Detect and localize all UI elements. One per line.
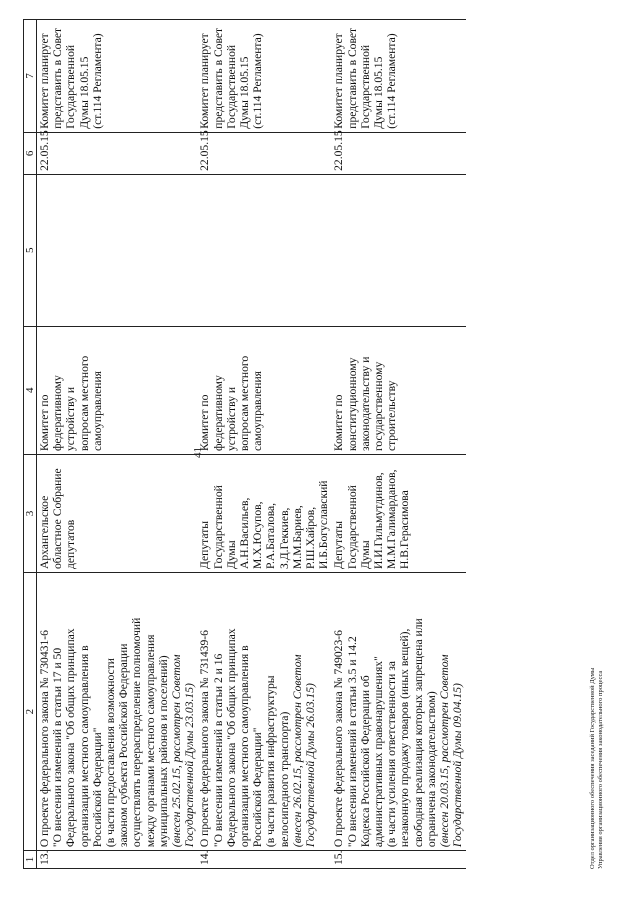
row-number: 13. xyxy=(37,851,198,869)
bill-note-line: (внесен 20.03.15, рассмотрен Советом xyxy=(438,654,452,848)
row-number: 14. xyxy=(197,851,331,869)
committee-line: устройству и xyxy=(64,386,78,452)
header-col-6: 6 xyxy=(24,132,37,174)
note-line: Государственной xyxy=(358,44,372,129)
column-5-cell xyxy=(37,174,198,326)
date-cell: 22.05.15 xyxy=(37,132,198,174)
author-line: Н.В.Герасимова xyxy=(398,490,412,570)
note-cell xyxy=(197,20,331,133)
header-col-7: 7 xyxy=(24,20,37,133)
bill-line: (в части усиления ответственности за xyxy=(385,661,399,848)
bill-line: законом субъекта Российской Федерации xyxy=(117,643,131,848)
bill-note-line: Государственной Думы 23.03.15) xyxy=(183,683,197,848)
bill-line: осуществлять перераспределение полномочий xyxy=(130,617,144,848)
author-line: Думы xyxy=(224,540,238,570)
note-line: представить в Совет xyxy=(51,27,65,129)
bill-author xyxy=(37,455,198,573)
bill-note-line: (внесен 25.02.15, рассмотрен Советом xyxy=(170,654,184,848)
header-row xyxy=(24,20,37,869)
row-number: 15. xyxy=(331,851,465,869)
committee-line: федеративному xyxy=(51,375,65,452)
note-line: Думы 18.05.15 xyxy=(238,56,252,129)
author-line: Р.А.Баталова, xyxy=(264,502,278,570)
bill-author xyxy=(331,455,465,573)
committee-line: законодательству и xyxy=(358,356,372,452)
note-line: Комитет планирует xyxy=(198,33,212,129)
page-number: 41 xyxy=(192,447,204,458)
responsible-committee xyxy=(197,326,331,455)
author-line: М.М.Галимарданов, xyxy=(385,469,399,570)
table-row xyxy=(37,20,198,869)
header-col-1: 1 xyxy=(24,851,37,869)
bill-line: (в части развития инфраструктуры xyxy=(264,675,278,848)
note-line: представить в Совет xyxy=(211,27,225,129)
author-line: Государственной xyxy=(345,485,359,570)
committee-line: Комитет по xyxy=(332,394,346,452)
bill-line: (в части предоставления возможности xyxy=(104,658,118,848)
author-line: Депутаты xyxy=(198,520,212,570)
header-col-4: 4 xyxy=(24,326,37,455)
header-col-5: 5 xyxy=(24,174,37,326)
author-line: И.И.Гильмутдинов, xyxy=(372,472,386,570)
note-line: (ст.114 Регламента) xyxy=(385,33,399,129)
header-col-2: 2 xyxy=(24,573,37,851)
bill-line: свободная реализация которых запрещена или xyxy=(411,618,425,848)
bill-line: Федерального закона "Об общих принципах xyxy=(64,628,78,848)
note-line: Государственной xyxy=(64,44,78,129)
bill-line: организации местного самоуправления в xyxy=(238,645,252,848)
committee-line: вопросам местного xyxy=(77,355,91,452)
author-line: З.Д.Геккиев, xyxy=(277,507,291,570)
footer-line-2: Управления организационного обеспечения законодательного процесса xyxy=(597,670,604,869)
committee-line: устройству и xyxy=(224,386,238,452)
column-5-cell xyxy=(331,174,465,326)
note-line: Думы 18.05.15 xyxy=(372,56,386,129)
header-col-3: 3 xyxy=(24,455,37,573)
bill-line: между органами местного самоуправления xyxy=(143,634,157,848)
bills-table xyxy=(23,19,466,869)
committee-line: строительству xyxy=(385,380,399,452)
bill-line: "О внесении изменений в статьи 2 и 16 xyxy=(211,653,225,848)
author-line: Государственной xyxy=(211,485,225,570)
note-line: Думы 18.05.15 xyxy=(77,56,91,129)
committee-line: самоуправления xyxy=(90,370,104,452)
bill-line: "О внесении изменений в статьи 17 и 50 xyxy=(51,647,65,848)
note-cell xyxy=(331,20,465,133)
bill-description xyxy=(331,573,465,851)
author-line: А.Н.Васильев, xyxy=(238,497,252,570)
author-line: Р.Ш.Хайров, xyxy=(304,506,318,570)
bill-line: О проекте федерального закона № 730431-6 xyxy=(38,630,51,848)
author-line: Депутаты xyxy=(332,520,346,570)
author-line: М.Х.Юсупов, xyxy=(251,501,265,570)
committee-line: самоуправления xyxy=(251,370,265,452)
bill-line: муниципальных районов и поселений) xyxy=(156,655,170,848)
date-cell: 22.05.15 xyxy=(197,132,331,174)
table-row xyxy=(331,20,465,869)
bill-line: Российской Федерации" xyxy=(251,727,265,848)
note-line: (ст.114 Регламента) xyxy=(251,33,265,129)
author-line: И.Б.Богуславский xyxy=(317,480,331,570)
bill-line: О проекте федерального закона № 749023-6 xyxy=(332,630,346,848)
footer xyxy=(589,668,605,869)
author-line: Думы xyxy=(358,540,372,570)
bill-note-line: Государственной Думы 09.04.15) xyxy=(451,683,465,848)
committee-line: конституционному xyxy=(345,357,359,452)
bill-line: незаконную продажу товаров (иных вещей), xyxy=(398,628,412,848)
bill-line: Кодекса Российской Федерации об xyxy=(358,675,372,848)
committee-line: Комитет по xyxy=(198,394,212,452)
committee-line: федеративному xyxy=(211,375,225,452)
responsible-committee xyxy=(331,326,465,455)
bill-note-line: (внесен 26.02.15, рассмотрен Советом xyxy=(290,654,304,848)
bill-line: "О внесении изменений в статьи 3.5 и 14.2 xyxy=(345,636,359,848)
bill-line: организации местного самоуправления в xyxy=(77,645,91,848)
responsible-committee xyxy=(37,326,198,455)
bill-author xyxy=(197,455,331,573)
committee-line: государственному xyxy=(372,361,386,452)
date-cell: 22.05.15 xyxy=(331,132,465,174)
author-line: областное Собрание xyxy=(51,468,65,570)
note-cell xyxy=(37,20,198,133)
table-body xyxy=(37,20,466,869)
footer-line-1: Отдел организационного обеспечения заседаний Государственной Думы xyxy=(589,667,596,869)
committee-line: вопросам местного xyxy=(238,355,252,452)
bill-line: административных правонарушениях" xyxy=(372,656,386,848)
bill-line: ограничена законодательством) xyxy=(424,691,438,848)
bill-line: Федерального закона "Об общих принципах xyxy=(224,628,238,848)
bill-description xyxy=(197,573,331,851)
note-line: Комитет планирует xyxy=(332,33,346,129)
bill-line: велосипедного транспорта) xyxy=(277,711,291,848)
note-line: представить в Совет xyxy=(345,27,359,129)
author-line: М.М.Бариев, xyxy=(290,505,304,570)
note-line: (ст.114 Регламента) xyxy=(90,33,104,129)
note-line: Государственной xyxy=(224,44,238,129)
note-line: Комитет планирует xyxy=(38,33,51,129)
author-line: депутатов xyxy=(64,519,78,570)
column-5-cell xyxy=(197,174,331,326)
bill-line: О проекте федерального закона № 731439-6 xyxy=(198,630,212,848)
bill-description xyxy=(37,573,198,851)
author-line: Архангельское xyxy=(38,495,51,570)
table-row xyxy=(197,20,331,869)
committee-line: Комитет по xyxy=(38,394,51,452)
bill-line: Российской Федерации" xyxy=(90,727,104,848)
bill-note-line: Государственной Думы 26.03.15) xyxy=(304,683,318,848)
